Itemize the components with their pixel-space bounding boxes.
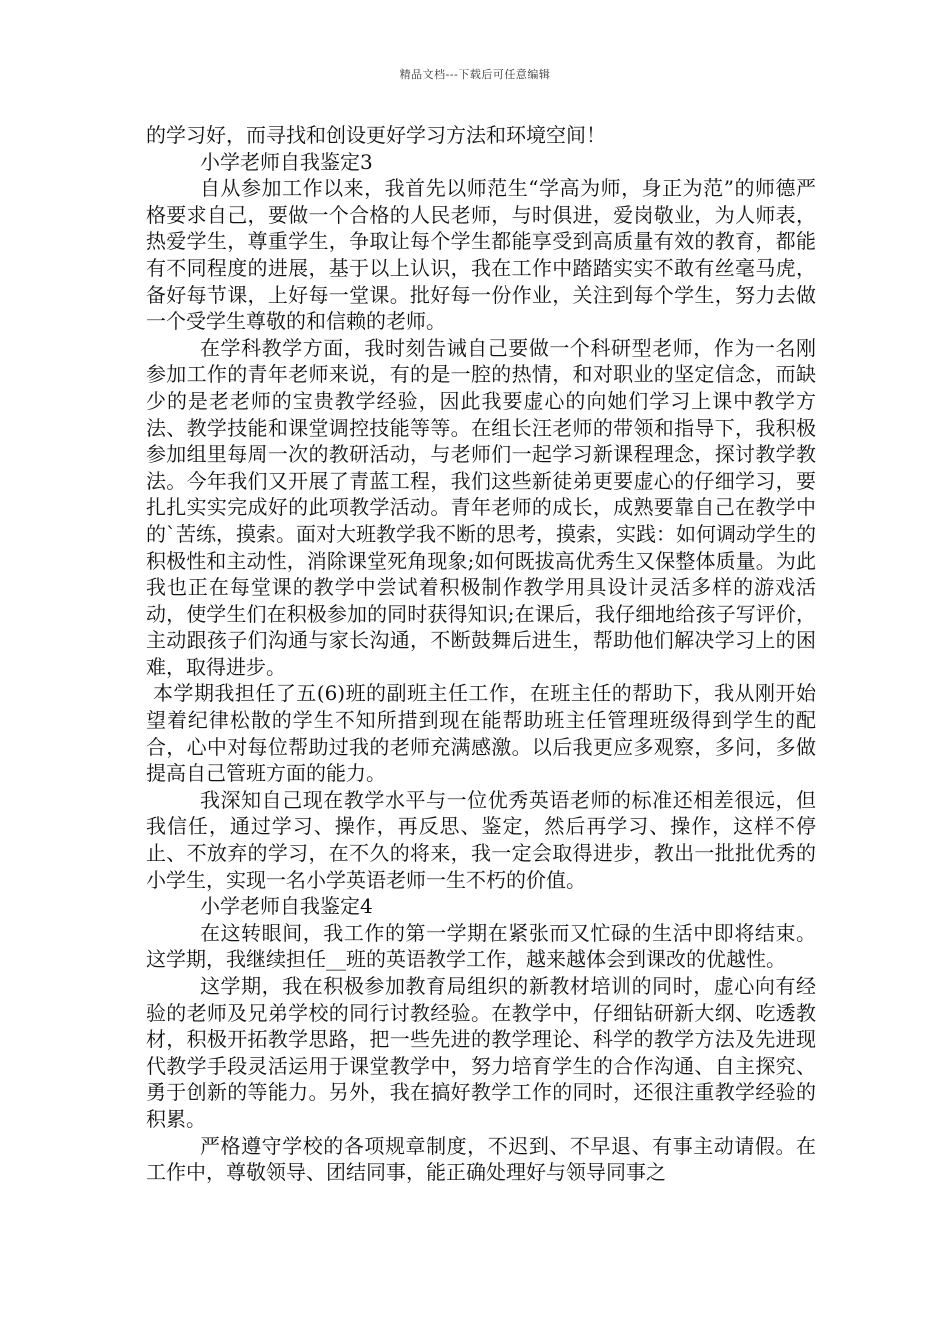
paragraph: 本学期我担任了五(6)班的副班主任工作，在班主任的帮助下，我从刚开始望着纪律松散的学生不知所措到现在能帮助班主任管理班级得到学生的配合，心中对每位帮助过我的老师充满感激。以后我更应多观察，多问，多做提高自己管班方面的能力。 bbox=[146, 681, 816, 786]
paragraph: 我深知自己现在教学水平与一位优秀英语老师的标准还相差很远，但我信任，通过学习、操作，再反思、鉴定，然后再学习、操作，这样不停止、不放弃的学习，在不久的将来，我一定会取得进步，教出一批批优秀的小学生，实现一名小学英语老师一生不朽的价值。 bbox=[146, 787, 816, 892]
paragraph: 自从参加工作以来，我首先以师范生“学高为师，身正为范”的师德严格要求自己，要做一个合格的人民老师，与时俱进，爱岗敬业，为人师表，热爱学生，尊重学生，争取让每个学生都能享受到高质量有效的教育，都能有不同程度的进展，基于以上认识，我在工作中踏踏实实不敢有丝毫马虎，备好每节课，上好每一堂课。批好每一份作业，关注到每个学生，努力去做一个受学生尊敬的和信赖的老师。 bbox=[146, 176, 816, 334]
paragraph: 在学科教学方面，我时刻告诫自己要做一个科研型老师，作为一名刚参加工作的青年老师来说，有的是一腔的热情，和对职业的坚定信念，而缺少的是老老师的宝贵教学经验，因此我要虚心的向她们学习上课中教学方法、教学技能和课堂调控技能等等。在组长汪老师的带领和指导下，我积极参加组里每周一次的教研活动，与老师们一起学习新课程理念，探讨教学教法。今年我们又开展了青蓝工程，我们这些新徒弟更要虚心的仔细学习，要扎扎实实完成好的此项教学活动。青年老师的成长，成熟要靠自己在教学中的`苦练，摸索。面对大班教学我不断的思考，摸索，实践：如何调动学生的积极性和主动性，消除课堂死角现象;如何既拔高优秀生又保整体质量。为此我也正在每堂课的教学中尝试着积极制作教学用具设计灵活多样的游戏活动，使学生们在积极参加的同时获得知识;在课后，我仔细地给孩子写评价，主动跟孩子们沟通与家长沟通，不断鼓舞后进生，帮助他们解决学习上的困难，取得进步。 bbox=[146, 335, 816, 679]
paragraph: 严格遵守学校的各项规章制度，不迟到、不早退、有事主动请假。在工作中，尊敬领导、团结同事，能正确处理好与领导同事之 bbox=[146, 1133, 816, 1185]
section-heading-3: 小学老师自我鉴定3 bbox=[200, 149, 373, 174]
page-header: 精品文档---下载后可任意编辑 bbox=[399, 68, 551, 81]
document-body bbox=[146, 122, 816, 1186]
section-heading-4: 小学老师自我鉴定4 bbox=[200, 894, 373, 919]
paragraph: 在这转眼间，我工作的第一学期在紧张而又忙碌的生活中即将结束。这学期，我继续担任__班的英语教学工作，越来越体会到课改的优越性。 bbox=[146, 920, 816, 972]
paragraph: 这学期，我在积极参加教育局组织的新教材培训的同时，虚心向有经验的老师及兄弟学校的同行讨教经验。在教学中，仔细钻研新大纲、吃透教材，积极开拓教学思路，把一些先进的教学理论、科学的教学方法及先进现代教学手段灵活运用于课堂教学中，努力培育学生的合作沟通、自主探究、勇于创新的等能力。另外，我在搞好教学工作的同时，还很注重教学经验的积累。 bbox=[146, 974, 816, 1131]
paragraph-continuation: 的学习好，而寻找和创设更好学习方法和环境空间！ bbox=[146, 123, 606, 147]
